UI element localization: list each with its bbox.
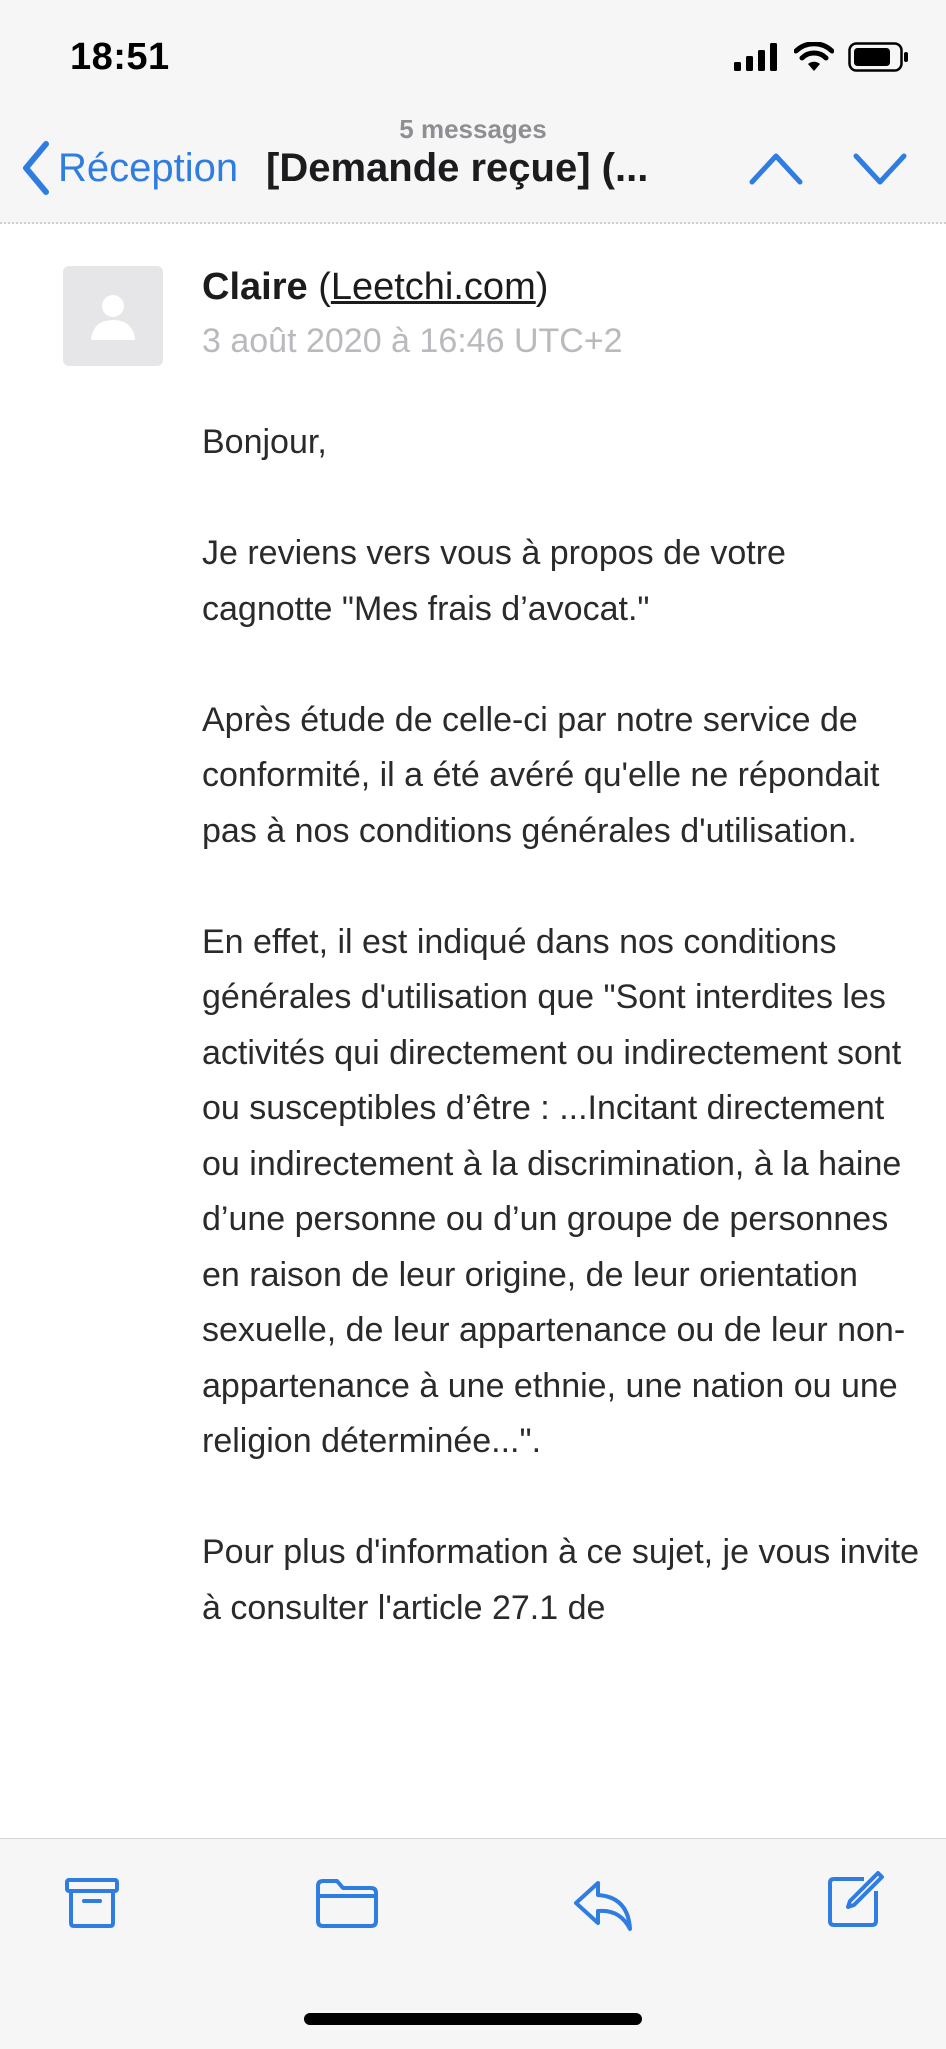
sender-avatar	[63, 266, 163, 366]
bottom-toolbar	[0, 1838, 946, 2049]
chevron-left-icon	[20, 140, 52, 196]
signal-icon	[734, 43, 780, 71]
battery-icon	[848, 42, 910, 72]
body-paragraph: Après étude de celle-ci par notre service de conformité, il a été avéré qu'elle ne répondait pas à nos conditions générales d'utilisation.	[202, 700, 880, 850]
back-label: Réception	[58, 145, 239, 190]
wifi-icon	[794, 42, 834, 72]
email-subject: [Demande reçue] (...	[266, 146, 649, 190]
body-paragraph: Bonjour,	[202, 423, 327, 461]
body-paragraph: En effet, il est indiqué dans nos conditions générales d'utilisation que "Sont interdites les activités qui directement ou indirectement sont ou susceptibles d’être : ...Incitant directement ou indirectement à la discrimination, à la haine d’une personne ou d’un groupe de personnes en raison de leur origine, de leur orientation sexuelle, de leur appartenance ou de leur non-appartenance à une ethnie, une nation ou une religion déterminée...".	[202, 922, 906, 1460]
reply-icon[interactable]	[572, 1877, 634, 1933]
sender-name: Claire	[202, 266, 308, 308]
email-body	[202, 415, 922, 1692]
body-paragraph: Je reviens vers vous à propos de votre cagnotte "Mes frais d’avocat."	[202, 534, 786, 628]
back-button[interactable]	[20, 140, 238, 196]
home-indicator	[304, 2013, 642, 2025]
previous-message-button[interactable]	[748, 148, 804, 188]
sender-paren-open: (	[318, 266, 331, 308]
archive-icon[interactable]	[64, 1877, 120, 1929]
next-message-button[interactable]	[852, 148, 908, 188]
compose-icon[interactable]	[824, 1869, 886, 1931]
message-count: 5 messages	[399, 114, 547, 144]
status-time: 18:51	[70, 36, 170, 78]
folder-icon[interactable]	[314, 1877, 380, 1929]
status-icons	[734, 42, 910, 72]
status-bar	[0, 0, 946, 118]
email-date: 3 août 2020 à 16:46 UTC+2	[202, 322, 623, 360]
sender-line	[202, 266, 548, 309]
sender-paren-close: )	[535, 266, 549, 308]
sender-email-link[interactable]: Leetchi.com	[330, 266, 536, 308]
body-paragraph: Pour plus d'information à ce sujet, je vous invite à consulter l'article 27.1 de	[202, 1533, 920, 1627]
person-icon	[85, 288, 141, 344]
nav-bar	[0, 110, 946, 224]
